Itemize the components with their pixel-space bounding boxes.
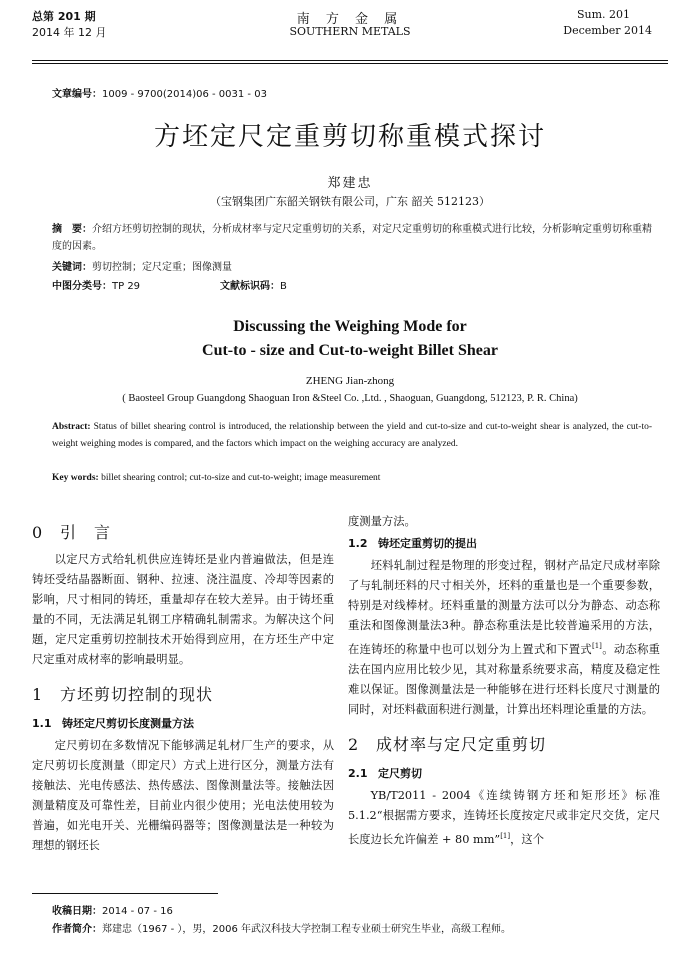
keywords-en [52, 473, 652, 483]
affiliation-cn: （宝钢集团广东韶关钢铁有限公司，广东 韶关 512123） [210, 195, 490, 208]
footnote-received [52, 902, 173, 917]
bio-label: 作者简介： [52, 924, 102, 935]
received-label: 收稿日期： [52, 906, 102, 917]
subsection-1-2-title: 铸坯定重剪切的提出 [378, 537, 477, 550]
keywords-en-label: Key words: [52, 473, 99, 483]
title-en-line1: Discussing the Weighing Mode for [233, 318, 467, 335]
paragraph-2-1 [348, 786, 660, 850]
abstract-cn [52, 221, 652, 255]
subsection-1-2-number: 1.2 [348, 537, 368, 550]
section-1-title: 方坯剪切控制的现状 [60, 685, 214, 704]
header-rule-top [32, 60, 668, 61]
paragraph-intro: 以定尺方式给轧机供应连铸坯是业内普遍做法，但是连铸坯受结晶器断面、钢种、拉速、浇注温度、冷却等因素的影响，尺寸相同的铸坯，重量却存在较大差异。由于铸坯重量的不同，无法满足轧钢工序精确轧制需求。为解决这个问题，定尺定重剪切控制技术开始得到应用，在方坯生产中定尺定重对成材率的影响最明显。 [32, 553, 334, 666]
abstract-en-label: Abstract: [52, 422, 91, 432]
column-left [32, 512, 334, 856]
doc-code-value: B [280, 281, 287, 292]
subsection-1-1-title: 铸坯定尺剪切长度测量方法 [62, 717, 194, 730]
abstract-en [52, 419, 652, 453]
keywords-cn-text: 剪切控制；定尺定重；图像测量 [92, 262, 232, 273]
section-heading-2 [348, 728, 660, 762]
subsection-heading-2-1 [348, 762, 660, 786]
abstract-cn-text: 介绍方坯剪切控制的现状，分析成材率与定尺定重剪切的关系，对定尺定重剪切的称重模式进行比较，分析影响定重剪切称重精度的因素。 [52, 224, 652, 252]
clc-label: 中图分类号： [52, 281, 112, 292]
classification [52, 277, 652, 292]
running-header [0, 8, 700, 52]
abstract-cn-label: 摘 要： [52, 224, 92, 235]
keywords-en-text: billet shearing control; cut-to-size and cut-to-weight; image measurement [98, 473, 381, 483]
title-en-line2: Cut-to - size and Cut-to-weight Billet Shear [202, 342, 498, 359]
bio-text: 郑建忠（1967 - ），男，2006 年武汉科技大学控制工程专业硕士研究生毕业，高级工程师。 [102, 924, 512, 935]
title-cn: 方坯定尺定重剪切称重模式探讨 [153, 122, 546, 152]
keywords-cn-label: 关键词： [52, 262, 92, 273]
subsection-2-1-title: 定尺剪切 [378, 766, 422, 780]
footnote-rule [32, 893, 218, 894]
section-heading-0 [32, 516, 334, 550]
paragraph-1-2-part-a: 坯料轧制过程是物理的形变过程，钢材产品定尺成材率除了与轧制坯料的尺寸相关外，坯料的重量也是一个重要参数，特别是对线棒材。坯料重量的测量方法可以分为静态、动态称重法和图像测量法3种。静态称重法是比较普遍采用的方法，在连铸坯的称量中也可以划分为上置式和下置式 [348, 559, 660, 656]
author-cn: 郑建忠 [327, 176, 373, 191]
subsection-2-1-number: 2.1 [348, 766, 368, 780]
section-heading-1 [32, 678, 334, 712]
paragraph-1-2-part-b: 。动态称重法在国内应用比较少见，其对称量系统要求高，精度及稳定性难以保证。图像测量法是一种能够在进行坯料长度尺寸测量的同时，对坯料截面积进行测量，计算出坯料理论重量的方法。 [348, 642, 660, 716]
received-date: 2014 - 07 - 16 [102, 906, 173, 917]
doc-code-label: 文献标识码： [220, 281, 280, 292]
journal-name-en: SOUTHERN METALS [289, 25, 411, 38]
paragraph-continued: 度测量方法。 [348, 515, 416, 528]
issue-date-en: December 2014 [563, 24, 652, 37]
paragraph-2-1-part-a: YB/T2011 - 2004《连续铸钢方坯和矩形坯》标准5.1.2“根据需方要求，连铸坯长度按定尺或非定尺交货，定尺长度边长允许偏差 + 80 mm” [348, 788, 660, 846]
paragraph-2-1-part-b: ，这个 [510, 832, 545, 846]
abstract-en-text: Status of billet shearing control is introduced, the relationship between the yield and cut-to-size and cut-to-weight shear is analyzed, the cut-to-weight weighing modes is compared, and the factors which impact on the weighing accuracy are analyzed. [52, 422, 652, 449]
issue-total: 总第 201 期 [32, 10, 96, 23]
section-2-number: 2 [348, 734, 360, 754]
issue-sum: Sum. 201 [576, 8, 630, 21]
footnote-author-bio [52, 920, 511, 935]
paragraph-1-1: 定尺剪切在多数情况下能够满足轧材厂生产的要求，从定尺剪切长度测量（即定尺）方式上进行区分，测量方法有接触法、光电传感法、热传感法、图像测量法等。接触法因测量精度及可靠性差，目前业内很少使用；光电法使用较为普遍，如光电开关、光栅编码器等；图像测量法是一种较为理想的钢坯长 [32, 739, 334, 852]
section-0-number: 0 [32, 523, 44, 542]
affiliation-en: ( Baosteel Group Guangdong Shaoguan Iron &Steel Co. ,Ltd. , Shaoguan, Guangdong, 512123, P. R. China) [122, 393, 578, 404]
section-1-number: 1 [32, 685, 44, 704]
subsection-heading-1-2 [348, 532, 660, 556]
paragraph-1-2 [348, 556, 660, 720]
author-en: ZHENG Jian-zhong [305, 375, 395, 387]
section-0-title: 引 言 [60, 523, 112, 542]
issue-date-cn: 2014 年 12 月 [32, 26, 107, 39]
citation-ref: [1] [591, 642, 602, 650]
clc-value: TP 29 [112, 281, 141, 292]
subsection-1-1-number: 1.1 [32, 717, 52, 730]
citation-ref: [1] [500, 831, 511, 840]
title-en [0, 315, 700, 363]
keywords-cn [52, 258, 652, 273]
article-number-value: 1009 - 9700(2014)06 - 0031 - 03 [102, 89, 267, 100]
header-rule-bottom [32, 63, 668, 64]
journal-name-cn: 南 方 金 属 [296, 12, 404, 27]
column-right [348, 512, 660, 850]
subsection-heading-1-1 [32, 712, 334, 736]
doc-code [220, 277, 287, 292]
article-number-label: 文章编号： [52, 89, 102, 100]
section-2-title: 成材率与定尺定重剪切 [376, 734, 547, 754]
article-number [52, 85, 267, 100]
